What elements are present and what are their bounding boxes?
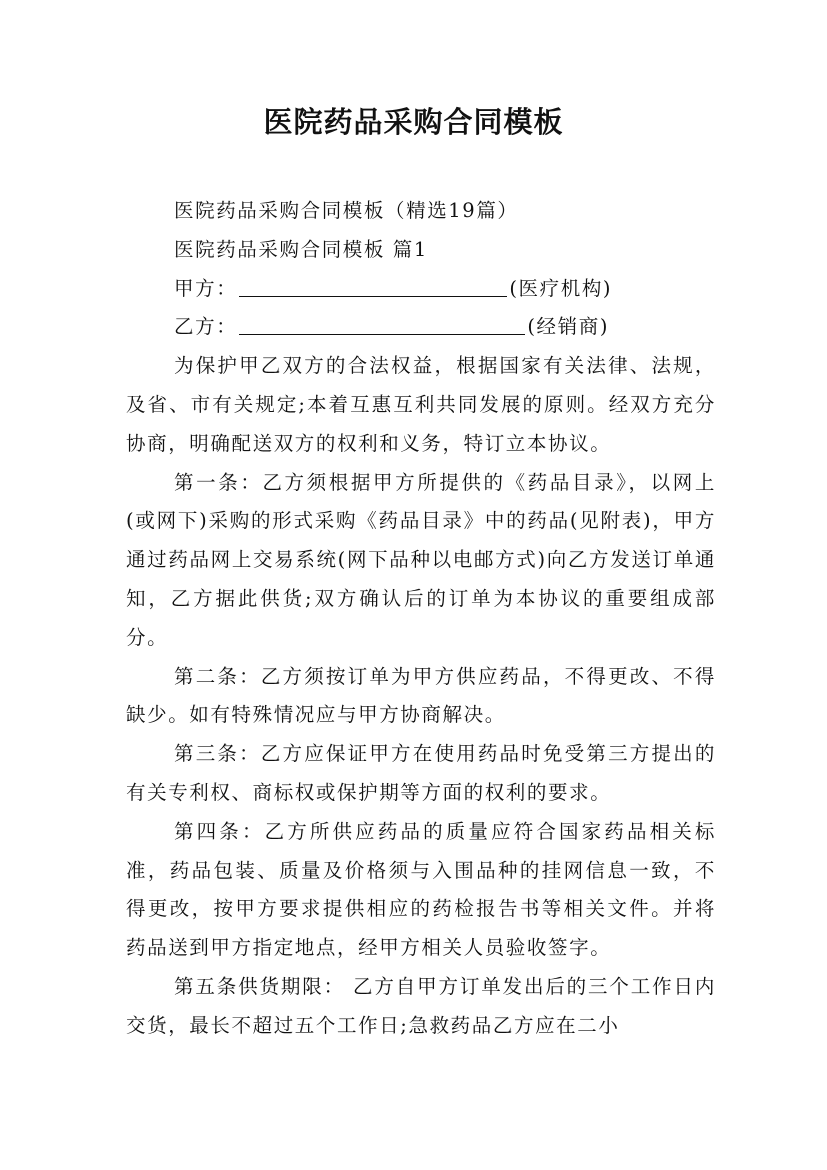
paragraph-article-1: 第一条：乙方须根据甲方所提供的《药品目录》，以网上(或网下)采购的形式采购《药品目录》中的药品(见附表)，甲方通过药品网上交易系统(网下品种以电邮方式)向乙方发送订单通知，乙方据此供货;双方确认后的订单为本协议的重要组成部分。 xyxy=(126,470,716,649)
paragraph-article-5: 第五条供货期限： 乙方自甲方订单发出后的三个工作日内交货，最长不超过五个工作日;急救药品乙方应在二小 xyxy=(126,974,716,1037)
paragraph-article-3: 第三条：乙方应保证甲方在使用药品时免受第三方提出的有关专利权、商标权或保护期等方面的权利的要求。 xyxy=(126,742,716,804)
section-heading: 医院药品采购合同模板 篇1 xyxy=(174,237,428,261)
party-b-suffix: (经销商) xyxy=(527,315,610,339)
subtitle-line: 医院药品采购合同模板（精选19篇） xyxy=(174,199,519,222)
party-a-label: 甲方： xyxy=(174,276,238,300)
party-a-line xyxy=(126,270,716,309)
document-title: 医院药品采购合同模板 xyxy=(263,105,564,139)
paragraph-article-4: 第四条：乙方所供应药品的质量应符合国家药品相关标准，药品包装、质量及价格须与入围品种的挂网信息一致，不得更改，按甲方要求提供相应的药检报告书等相关文件。并将药品送到甲方指定地点，经甲方相关人员验收签字。 xyxy=(126,819,716,960)
document-body xyxy=(126,192,716,1046)
party-a-suffix: (医疗机构) xyxy=(509,276,613,300)
paragraph-preamble: 为保护甲乙双方的合法权益，根据国家有关法律、法规，及省、市有关规定;本着互惠互利共同发展的原则。经双方充分协商，明确配送双方的权利和义务，特订立本协议。 xyxy=(126,354,716,455)
party-b-blank-field xyxy=(239,314,525,335)
party-b-line xyxy=(126,308,716,347)
party-a-blank-field xyxy=(239,276,507,297)
paragraph-article-2: 第二条：乙方须按订单为甲方供应药品，不得更改、不得缺少。如有特殊情况应与甲方协商解决。 xyxy=(126,664,716,727)
party-b-label: 乙方： xyxy=(174,315,238,339)
